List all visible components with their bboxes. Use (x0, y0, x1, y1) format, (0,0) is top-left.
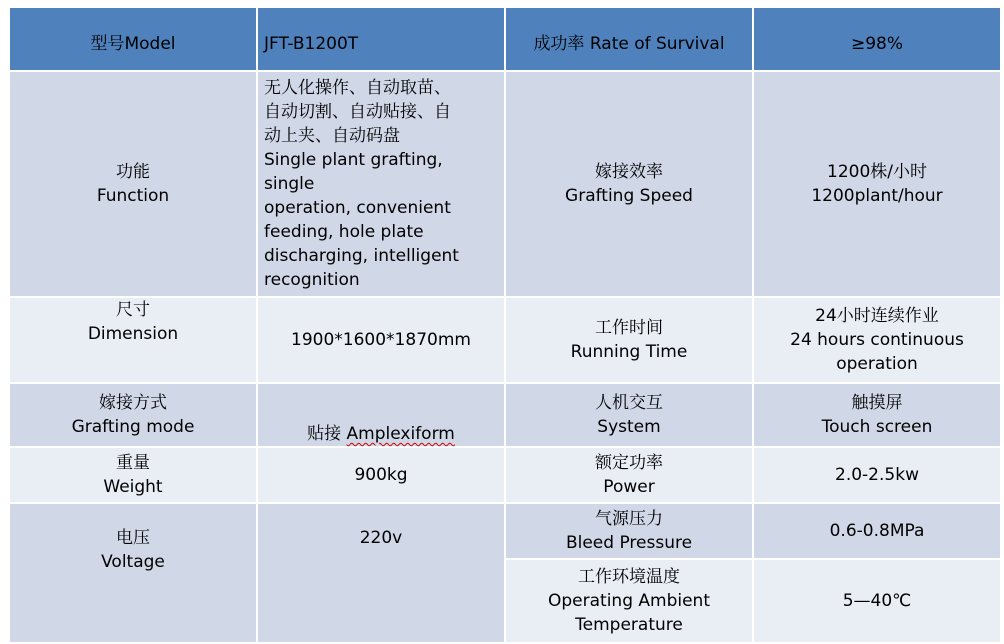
function-value-cell: 无人化操作、自动取苗、 自动切割、自动贴接、自 动上夹、自动码盘 Single plant grafting, single operation, convenient feeding, hole plate discharging, intelligent recognition (257, 71, 505, 297)
table-row-function (9, 71, 1001, 297)
survival-value-cell: ≥98% (753, 7, 1001, 71)
table-row-weight (9, 447, 1001, 503)
voltage-label-cell: 电压 Voltage (9, 503, 257, 643)
table-row-dimension (9, 297, 1001, 383)
model-label-cell: 型号Model (9, 7, 257, 71)
bleed-pressure-label-cell: 气源压力 Bleed Pressure (505, 503, 753, 559)
weight-value-cell: 900kg (257, 447, 505, 503)
table-row-grafting-mode (9, 383, 1001, 447)
power-label-cell: 额定功率 Power (505, 447, 753, 503)
dimension-label-cell: 尺寸 Dimension (9, 297, 257, 383)
dimension-value-cell: 1900*1600*1870mm (257, 297, 505, 383)
table-header-row (9, 7, 1001, 71)
table-row-voltage (9, 503, 1001, 559)
running-time-value-cell: 24小时连续作业 24 hours continuous operation (753, 297, 1001, 383)
power-value-cell: 2.0-2.5kw (753, 447, 1001, 503)
speed-value-cell: 1200株/小时 1200plant/hour (753, 71, 1001, 297)
grafting-mode-word: Amplexiform (346, 424, 455, 444)
function-label-cell: 功能 Function (9, 71, 257, 297)
grafting-mode-prefix: 贴接 (307, 424, 347, 444)
ambient-temp-value-cell: 5—40℃ (753, 559, 1001, 643)
grafting-mode-label-cell: 嫁接方式 Grafting mode (9, 383, 257, 447)
running-time-label-cell: 工作时间 Running Time (505, 297, 753, 383)
weight-label-cell: 重量 Weight (9, 447, 257, 503)
bleed-pressure-value-cell: 0.6-0.8MPa (753, 503, 1001, 559)
ambient-temp-label-cell: 工作环境温度 Operating Ambient Temperature (505, 559, 753, 643)
grafting-mode-value-cell (257, 383, 505, 447)
survival-label-cell: 成功率 Rate of Survival (505, 7, 753, 71)
model-value-cell: JFT-B1200T (257, 7, 505, 71)
spec-table (8, 6, 1002, 644)
voltage-value-cell: 220v (257, 503, 505, 643)
system-value-cell: 触摸屏 Touch screen (753, 383, 1001, 447)
system-label-cell: 人机交互 System (505, 383, 753, 447)
speed-label-cell: 嫁接效率 Grafting Speed (505, 71, 753, 297)
